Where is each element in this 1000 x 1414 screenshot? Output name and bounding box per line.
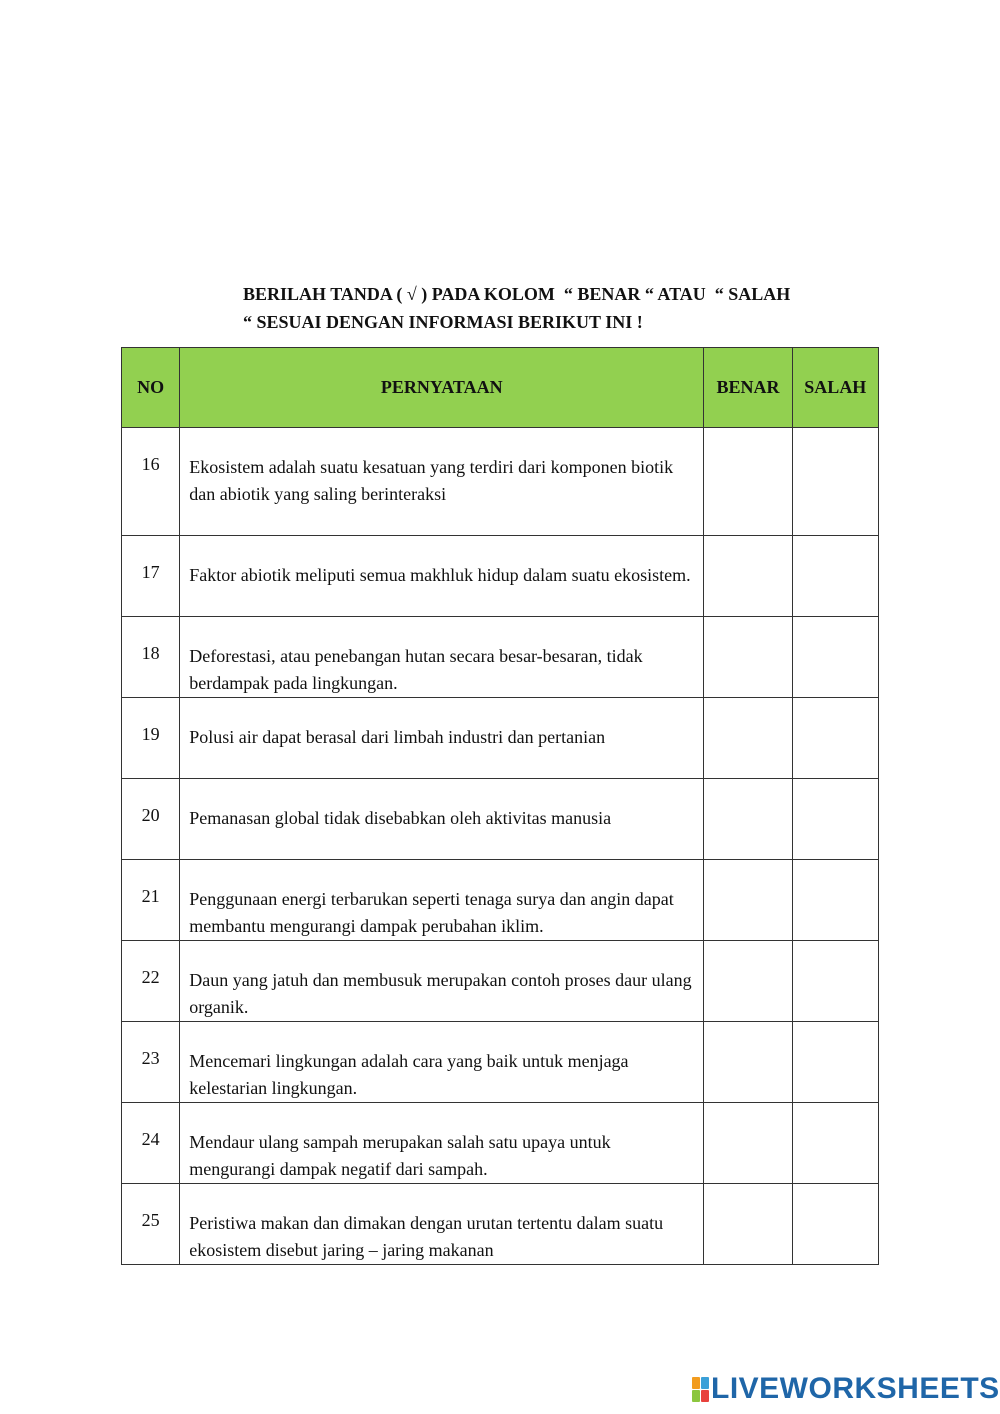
instruction-text <box>243 280 883 336</box>
row-number: 18 <box>122 617 180 698</box>
header-statement: PERNYATAAN <box>180 348 704 428</box>
table-row <box>122 428 879 536</box>
table-row <box>122 698 879 779</box>
row-statement: Peristiwa makan dan dimakan dengan urutan tertentu dalam suatu ekosistem disebut jaring – jaring makanan <box>180 1184 704 1265</box>
salah-checkbox[interactable] <box>792 428 878 536</box>
row-statement: Polusi air dapat berasal dari limbah industri dan pertanian <box>180 698 704 779</box>
row-statement: Mencemari lingkungan adalah cara yang baik untuk menjaga kelestarian lingkungan. <box>180 1022 704 1103</box>
logo-text: LIVEWORKSHEETS <box>711 1372 1000 1405</box>
table-row <box>122 1022 879 1103</box>
table-row <box>122 1184 879 1265</box>
row-statement: Faktor abiotik meliputi semua makhluk hidup dalam suatu ekosistem. <box>180 536 704 617</box>
header-no: NO <box>122 348 180 428</box>
row-number: 21 <box>122 860 180 941</box>
benar-checkbox[interactable] <box>704 1022 792 1103</box>
row-number: 23 <box>122 1022 180 1103</box>
table-row <box>122 860 879 941</box>
row-number: 19 <box>122 698 180 779</box>
salah-checkbox[interactable] <box>792 698 878 779</box>
benar-checkbox[interactable] <box>704 1184 792 1265</box>
row-number: 20 <box>122 779 180 860</box>
row-number: 24 <box>122 1103 180 1184</box>
benar-checkbox[interactable] <box>704 698 792 779</box>
benar-checkbox[interactable] <box>704 860 792 941</box>
table-row <box>122 1103 879 1184</box>
header-benar: BENAR <box>704 348 792 428</box>
salah-checkbox[interactable] <box>792 1022 878 1103</box>
salah-checkbox[interactable] <box>792 1103 878 1184</box>
liveworksheets-logo-icon <box>692 1377 708 1401</box>
row-statement: Daun yang jatuh dan membusuk merupakan contoh proses daur ulang organik. <box>180 941 704 1022</box>
row-number: 17 <box>122 536 180 617</box>
instruction-line-2: “ SESUAI DENGAN INFORMASI BERIKUT INI ! <box>243 312 643 332</box>
row-number: 22 <box>122 941 180 1022</box>
salah-checkbox[interactable] <box>792 1184 878 1265</box>
row-statement: Ekosistem adalah suatu kesatuan yang terdiri dari komponen biotik dan abiotik yang saling berinteraksi <box>180 428 704 536</box>
benar-checkbox[interactable] <box>704 779 792 860</box>
benar-checkbox[interactable] <box>704 536 792 617</box>
liveworksheets-logo <box>692 1374 1000 1404</box>
table-row <box>122 779 879 860</box>
benar-checkbox[interactable] <box>704 941 792 1022</box>
row-number: 25 <box>122 1184 180 1265</box>
row-statement: Deforestasi, atau penebangan hutan secara besar-besaran, tidak berdampak pada lingkungan. <box>180 617 704 698</box>
header-salah: SALAH <box>792 348 878 428</box>
row-statement: Mendaur ulang sampah merupakan salah satu upaya untuk mengurangi dampak negatif dari sampah. <box>180 1103 704 1184</box>
salah-checkbox[interactable] <box>792 617 878 698</box>
salah-checkbox[interactable] <box>792 779 878 860</box>
table-row <box>122 941 879 1022</box>
row-statement: Pemanasan global tidak disebabkan oleh aktivitas manusia <box>180 779 704 860</box>
table-row <box>122 617 879 698</box>
row-number: 16 <box>122 428 180 536</box>
salah-checkbox[interactable] <box>792 941 878 1022</box>
true-false-table <box>121 347 879 1265</box>
instruction-line-1: BERILAH TANDA ( √ ) PADA KOLOM “ BENAR “ ATAU “ SALAH <box>243 284 791 304</box>
salah-checkbox[interactable] <box>792 860 878 941</box>
salah-checkbox[interactable] <box>792 536 878 617</box>
benar-checkbox[interactable] <box>704 1103 792 1184</box>
benar-checkbox[interactable] <box>704 617 792 698</box>
table-header-row <box>122 348 879 428</box>
table-row <box>122 536 879 617</box>
row-statement: Penggunaan energi terbarukan seperti tenaga surya dan angin dapat membantu mengurangi dampak perubahan iklim. <box>180 860 704 941</box>
benar-checkbox[interactable] <box>704 428 792 536</box>
